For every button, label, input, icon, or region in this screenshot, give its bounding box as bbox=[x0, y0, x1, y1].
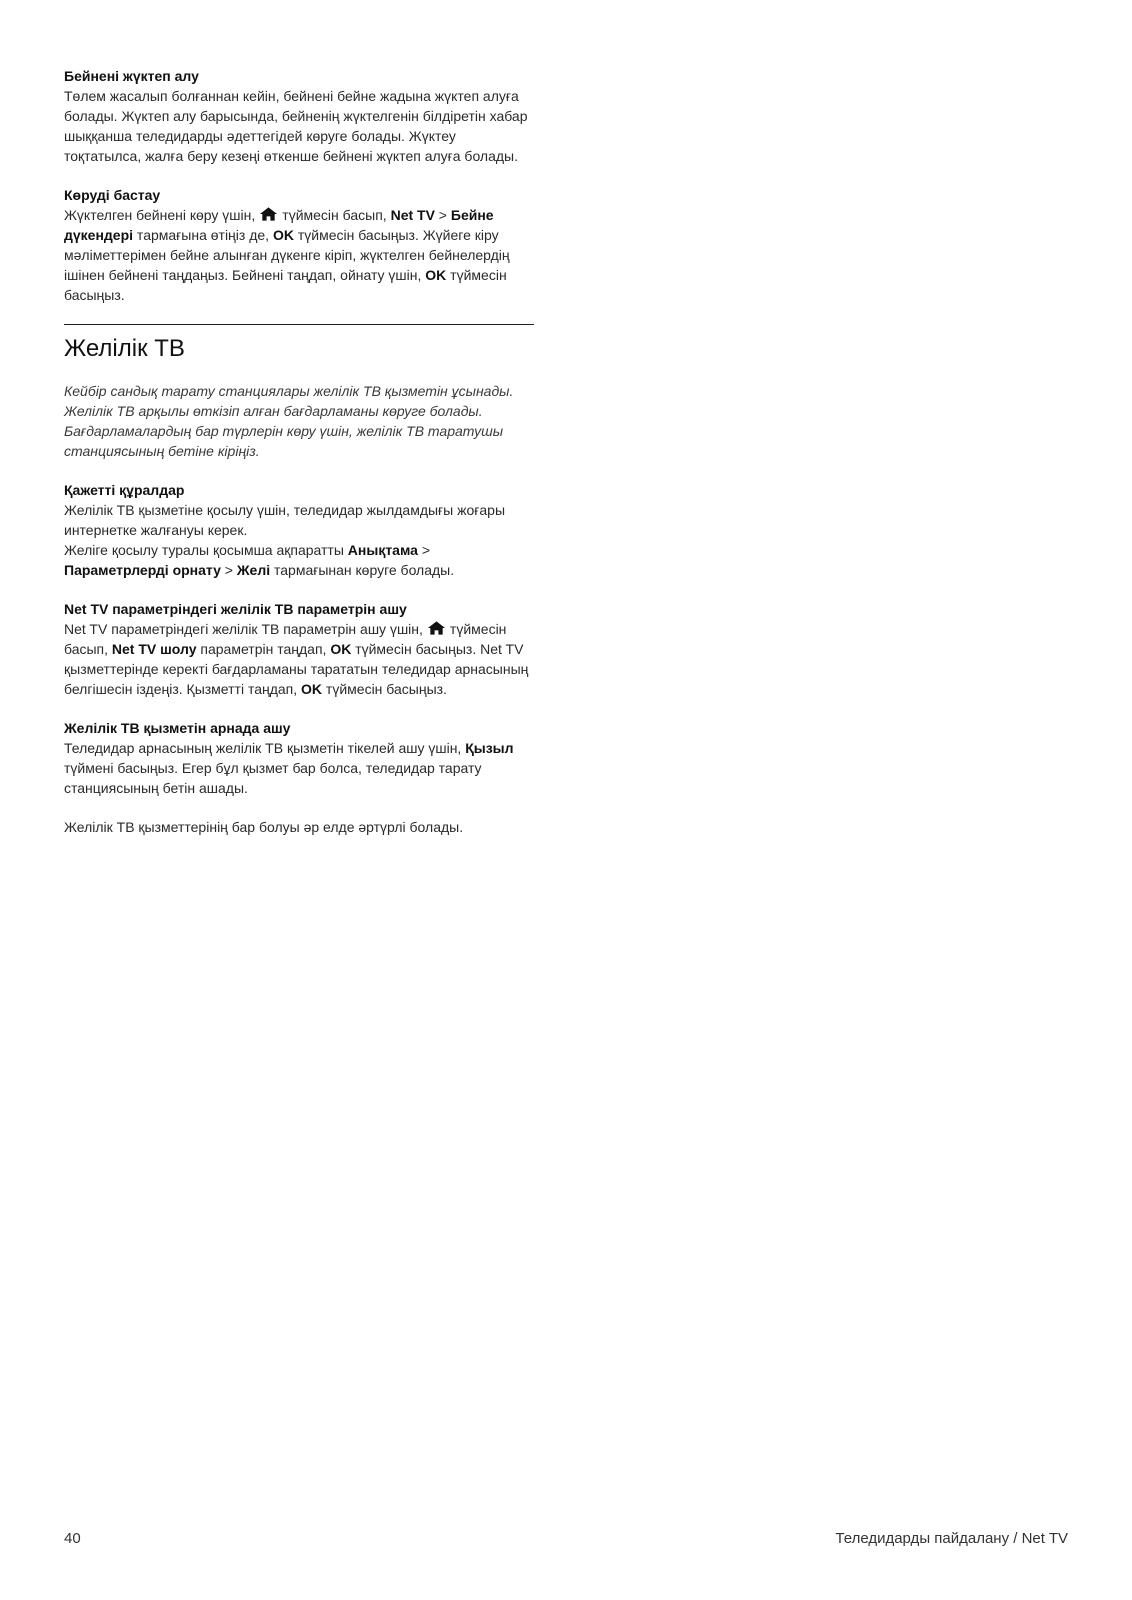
section-intro bbox=[64, 381, 534, 461]
page-title: Желілік ТВ bbox=[64, 335, 185, 362]
page-number: 40 bbox=[64, 1530, 81, 1547]
ok-button-label: OK bbox=[301, 681, 323, 697]
ok-button-label: OK bbox=[425, 267, 447, 283]
path-separator: > bbox=[417, 542, 431, 558]
subheading-open-in-net-tv: Net TV параметріндегі желілік ТВ параметрін ашу bbox=[64, 601, 407, 617]
section-start-watching bbox=[64, 185, 534, 305]
paragraph-availability: Желілік ТВ қызметтерінің бар болуы әр елде әртүрлі болады. bbox=[64, 819, 464, 835]
ok-button-label: OK bbox=[272, 227, 294, 243]
section-open-in-net-tv bbox=[64, 599, 534, 699]
section-divider bbox=[64, 324, 534, 325]
footer-title: Теледидарды пайдалану / Net TV bbox=[835, 1530, 1068, 1547]
text-run: түймесін басыңыз. bbox=[322, 681, 447, 697]
menu-path-help: Анықтама bbox=[347, 542, 418, 558]
red-button-label: Қызыл bbox=[465, 740, 514, 756]
text-run: тармағына өтіңіз де, bbox=[133, 227, 273, 243]
path-separator: > bbox=[220, 562, 237, 578]
menu-path-network: Желі bbox=[236, 562, 271, 578]
text-run: Теледидар арнасының желілік ТВ қызметін тікелей ашу үшін, bbox=[64, 740, 466, 756]
path-separator: > bbox=[434, 207, 451, 223]
subheading-start-watching: Көруді бастау bbox=[64, 187, 161, 203]
paragraph-start-watching bbox=[64, 205, 534, 305]
text-run: түймесін басып, bbox=[64, 621, 507, 657]
paragraph-required-tools-2 bbox=[64, 540, 534, 580]
text-run: тармағынан көруге болады. bbox=[270, 562, 455, 578]
menu-path-video-stores: Бейне дүкендері bbox=[64, 207, 494, 243]
section-download-video bbox=[64, 66, 534, 166]
text-run: түймесін басыңыз. bbox=[64, 267, 507, 303]
menu-path-net-tv: Net TV bbox=[390, 207, 435, 223]
menu-path-setup: Параметрлерді орнату bbox=[64, 562, 221, 578]
home-icon bbox=[259, 206, 278, 222]
paragraph-open-on-channel bbox=[64, 738, 534, 798]
ok-button-label: OK bbox=[330, 641, 352, 657]
content-column bbox=[64, 66, 534, 856]
text-run: түймесін басыңыз. Net TV қызметтерінде керекті бағдарламаны тарататын теледидар арнасының белгішесін іздеңіз. Қызметті таңдап, bbox=[64, 641, 529, 697]
subheading-open-on-channel: Желілік ТВ қызметін арнада ашу bbox=[64, 720, 291, 736]
section-required-tools bbox=[64, 480, 534, 580]
subheading-required-tools: Қажетті құралдар bbox=[64, 482, 185, 498]
intro-paragraph: Кейбір сандық тарату станциялары желілік ТВ қызметін ұсынады. Желілік ТВ арқылы өткізіп алған бағдарламаны көруге болады. Бағдарламалардың бар түрлерін көру үшін, желілік ТВ таратушы станциясының бетіне кіріңіз. bbox=[64, 383, 514, 459]
menu-path-net-tv-browse: Net TV шолу bbox=[111, 641, 197, 657]
text-run: Net TV параметріндегі желілік ТВ параметрін ашу үшін, bbox=[64, 621, 423, 637]
paragraph-required-tools-1: Желілік ТВ қызметіне қосылу үшін, теледидар жылдамдығы жоғары интернетке жалғануы керек. bbox=[64, 502, 505, 538]
text-run: Жүктелген бейнені көру үшін, bbox=[64, 207, 256, 223]
text-run: түймесін басыңыз. Жүйеге кіру мәліметтерімен бейне алынған дүкенге кіріп, жүктелген бейнелердің ішінен бейнені таңдаңыз. Бейнені таңдап, ойнату үшін, bbox=[64, 227, 510, 283]
text-run: түймені басыңыз. Егер бұл қызмет бар болса, теледидар тарату станциясының бетін ашады. bbox=[64, 760, 482, 796]
section-availability bbox=[64, 817, 534, 837]
paragraph-open-in-net-tv bbox=[64, 619, 534, 699]
text-run: параметрін таңдап, bbox=[196, 641, 331, 657]
home-icon bbox=[427, 620, 446, 636]
text-run: Желіге қосылу туралы қосымша ақпаратты bbox=[64, 542, 348, 558]
section-open-on-channel bbox=[64, 718, 534, 798]
subheading-download-video: Бейнені жүктеп алу bbox=[64, 68, 199, 84]
paragraph-download-video: Төлем жасалып болғаннан кейін, бейнені бейне жадына жүктеп алуға болады. Жүктеп алу барысында, бейненің жүктелгенін білдіретін хабар шыққанша теледидарды әдеттегідей көруге болады. Жүктеу тоқтатылса, жалға беру кезеңі өткенше бейнені жүктеп алуға болады. bbox=[64, 88, 528, 164]
text-run: түймесін басып, bbox=[282, 207, 387, 223]
